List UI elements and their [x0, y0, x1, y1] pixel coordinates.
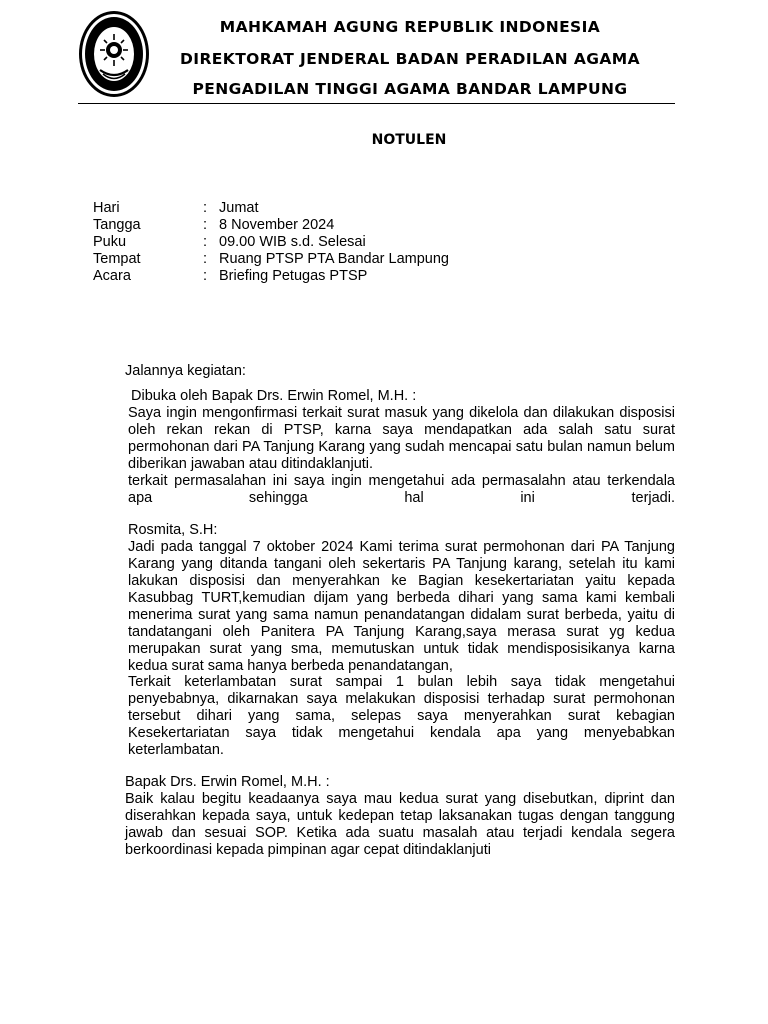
- letterhead-divider: [78, 103, 675, 104]
- speaker-3-name: Bapak Drs. Erwin Romel, M.H. :: [125, 774, 330, 790]
- info-row-agenda: [93, 268, 449, 285]
- info-label: Hari: [93, 200, 120, 216]
- document-title: NOTULEN: [371, 132, 447, 148]
- info-row-day: [93, 200, 449, 217]
- speaker-2-paragraph-2: Terkait keterlambatan surat sampai 1 bulan lebih saya tidak mengetahui penyebabnya, dikarnakan saya melakukan disposisi terhadap surat permohonan tersebut dihari yang sama, selepas saya menyerahkan surat kebagian Kesekertariatan saya tidak mengetahui kendala apa yang menyebabkan keterlambatan.: [128, 674, 675, 758]
- speaker-1-name: Dibuka oleh Bapak Drs. Erwin Romel, M.H. :: [131, 388, 417, 404]
- info-value: 09.00 WIB s.d. Selesai: [219, 234, 366, 250]
- info-row-time: [93, 234, 449, 251]
- speaker-1-paragraph-1: Saya ingin mengonfirmasi terkait surat masuk yang dikelola dan dilakukan disposisi oleh rekan rekan di PTSP, karna saya mendapatkan ada salah satu surat permohonan dari PA Tanjung Karang yang sudah mencapai satu bulan namun belum diberikan jawaban atau ditindaklanjuti.: [128, 405, 675, 472]
- speaker-1-paragraph-2: terkait permasalahan ini saya ingin mengetahui ada permasalahn atau terkendala apa sehingga hal ini terjadi.: [128, 473, 675, 506]
- info-label: Tempat: [93, 251, 141, 267]
- proceedings-intro: Jalannya kegiatan:: [125, 363, 246, 379]
- info-label: Tangga: [93, 217, 141, 233]
- court-seal-icon: [76, 8, 152, 100]
- speaker-2-paragraph-1: Jadi pada tanggal 7 oktober 2024 Kami terima surat permohonan dari PA Tanjung Karang yang ditanda tangani oleh sekertaris PA Tanjung karang, setelah itu kami lakukan disposisi dan menyerahkan ke Bagian kesekertariatan yaitu kepada Kasubbag TURT,kemudian dijam yang berbeda dihari yang sama kami kembali menerima surat yang sama namun penandatangan didalam surat berbeda, yaitu di tandatangani oleh Panitera PA Tanjung Karang,saya merasa surat yg kedua merupakan surat yang sma, memutuskan untuk tidak mendisposisikanya karna kedua surat sama hanya berbeda penandatangan,: [128, 539, 675, 674]
- speaker-2-name: Rosmita, S.H:: [128, 522, 218, 538]
- info-separator: :: [203, 200, 208, 216]
- info-row-place: [93, 251, 449, 268]
- info-value: Ruang PTSP PTA Bandar Lampung: [219, 251, 449, 267]
- letterhead-line-2: DIREKTORAT JENDERAL BADAN PERADILAN AGAMA: [180, 50, 640, 68]
- info-value: 8 November 2024: [219, 217, 335, 233]
- speaker-3-paragraph-1: Baik kalau begitu keadaanya saya mau kedua surat yang disebutkan, diprint dan diserahkan kepada saya, untuk kedepan tetap laksanakan tugas dengan tanggung jawab dan sesuai SOP. Ketika ada suatu masalah atau terjadi kendala segera berkoordinasi kepada pimpinan agar cepat ditindaklanjuti: [125, 791, 675, 858]
- info-separator: :: [203, 217, 208, 233]
- info-label: Puku: [93, 234, 127, 250]
- meeting-info-table: [93, 200, 449, 285]
- info-separator: :: [203, 251, 208, 267]
- letterhead-line-3: PENGADILAN TINGGI AGAMA BANDAR LAMPUNG: [192, 80, 628, 98]
- info-separator: :: [203, 268, 208, 284]
- info-value: Briefing Petugas PTSP: [219, 268, 368, 284]
- letterhead-line-1: MAHKAMAH AGUNG REPUBLIK INDONESIA: [219, 18, 601, 36]
- info-separator: :: [203, 234, 208, 250]
- info-row-date: [93, 217, 449, 234]
- info-value: Jumat: [219, 200, 259, 216]
- info-label: Acara: [93, 268, 131, 284]
